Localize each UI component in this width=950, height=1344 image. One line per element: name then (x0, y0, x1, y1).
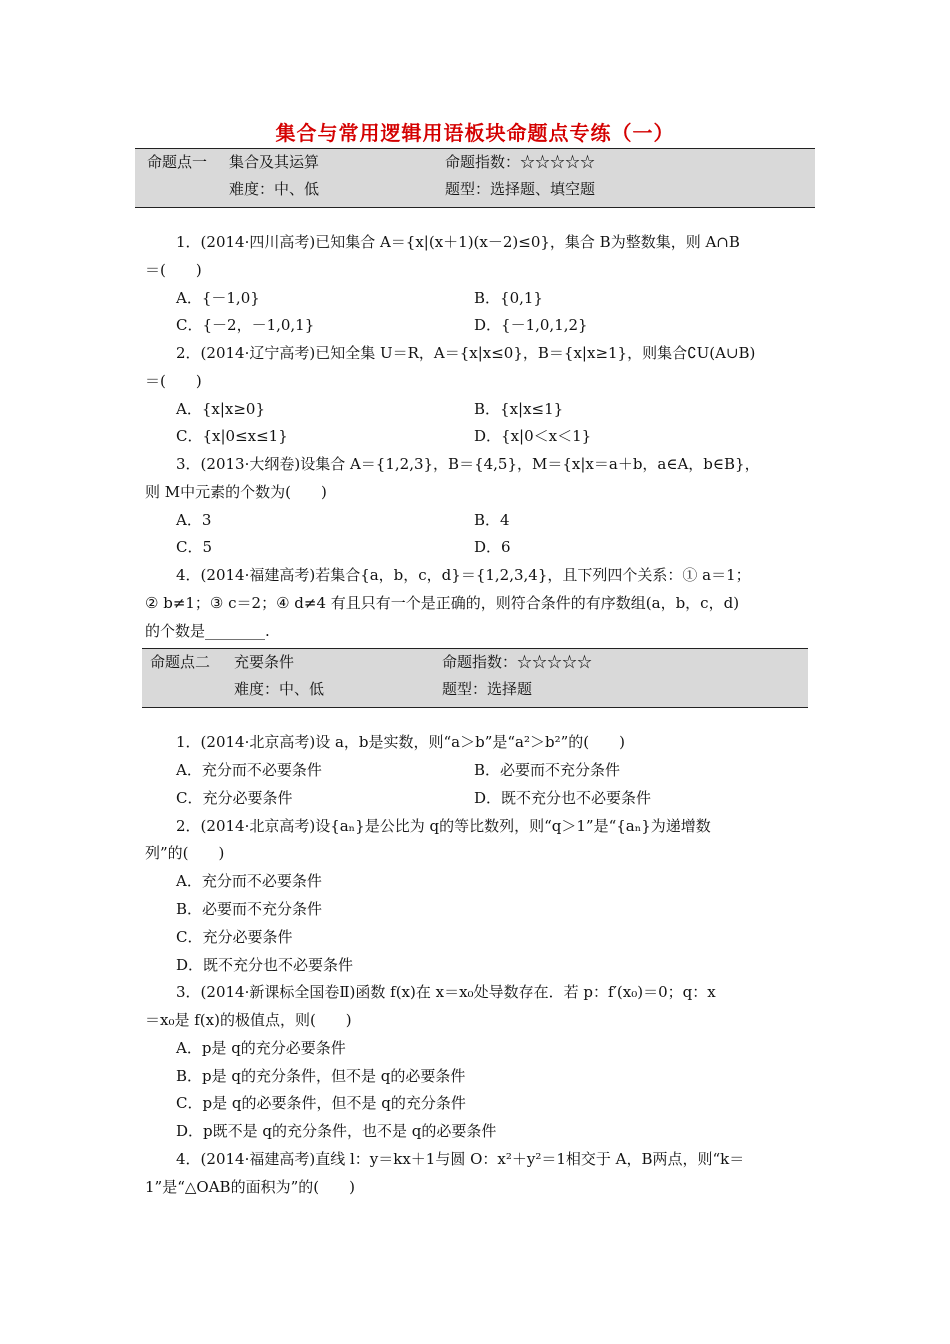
option-c: C．{x|0≤x≤1} (176, 427, 288, 445)
option-b: B．{0,1} (474, 289, 543, 307)
option-d: D．{x|0＜x＜1} (474, 427, 592, 445)
option-c: C．p是 q的必要条件，但不是 q的充分条件 (176, 1094, 466, 1112)
option-a: A．充分而不必要条件 (176, 761, 322, 779)
question-2-4-line-1: 4．(2014·福建高考)直线 l：y＝kx＋1与圆 O：x²＋y²＝1相交于 A，B两点，则“k＝ (176, 1150, 745, 1168)
section-index: 命题指数：☆☆☆☆☆ (445, 153, 596, 171)
option-d: D．既不充分也不必要条件 (474, 789, 652, 807)
section-label: 命题点一 (147, 153, 208, 171)
question-1-4-line-2: ② b≠1；③ c＝2；④ d≠4 有且只有一个是正确的，则符合条件的有序数组(a，b，c，d) (145, 594, 740, 612)
section-question-type: 题型：选择题 (442, 680, 533, 698)
option-b: B．p是 q的充分条件，但不是 q的必要条件 (176, 1067, 466, 1085)
section-topic: 集合及其运算 (229, 153, 320, 171)
option-b: B．{x|x≤1} (474, 400, 564, 418)
section-topic: 充要条件 (234, 653, 295, 671)
option-c: C．5 (176, 538, 213, 556)
question-1-4-line-1: 4．(2014·福建高考)若集合{a，b，c，d}＝{1,2,3,4}，且下列四个关系：① a＝1； (176, 566, 751, 584)
section-index: 命题指数：☆☆☆☆☆ (442, 653, 593, 671)
page-title: 集合与常用逻辑用语板块命题点专练（一） (275, 121, 675, 145)
question-2-1-line-1: 1．(2014·北京高考)设 a，b是实数，则“a＞b”是“a²＞b²”的( ) (176, 733, 625, 751)
option-c: C．{－2，－1,0,1} (176, 316, 315, 334)
question-1-2-line-2: ＝( ) (145, 372, 202, 390)
question-1-4-line-3: 的个数是________. (145, 622, 270, 640)
question-1-1-line-1: 1．(2014·四川高考)已知集合 A＝{x|(x＋1)(x－2)≤0}，集合 B为整数集，则 A∩B (176, 233, 740, 251)
question-2-3-line-1: 3．(2014·新课标全国卷Ⅱ)函数 f(x)在 x＝x₀处导数存在．若 p：f′(x₀)＝0；q：x (176, 983, 716, 1001)
section-difficulty: 难度：中、低 (229, 180, 320, 198)
section-question-type: 题型：选择题、填空题 (445, 180, 596, 198)
option-b: B．必要而不充分条件 (474, 761, 621, 779)
option-d: D．6 (474, 538, 511, 556)
section-header-2 (142, 648, 808, 708)
option-a: A．3 (176, 511, 212, 529)
option-d: D．{－1,0,1,2} (474, 316, 588, 334)
option-b: B．4 (474, 511, 510, 529)
option-c: C．充分必要条件 (176, 789, 293, 807)
option-d: D．既不充分也不必要条件 (176, 956, 354, 974)
question-1-1-line-2: ＝( ) (145, 261, 202, 279)
section-difficulty: 难度：中、低 (234, 680, 325, 698)
option-d: D．p既不是 q的充分条件，也不是 q的必要条件 (176, 1122, 497, 1140)
section-header-1 (135, 148, 815, 208)
option-a: A．{x|x≥0} (176, 400, 266, 418)
option-a: A．充分而不必要条件 (176, 872, 322, 890)
question-1-3-line-2: 则 M中元素的个数为( ) (145, 483, 327, 501)
question-1-3-line-1: 3．(2013·大纲卷)设集合 A＝{1,2,3}，B＝{4,5}，M＝{x|x＝a＋b，a∈A，b∈B}， (176, 455, 760, 473)
question-1-2-line-1: 2．(2014·辽宁高考)已知全集 U＝R，A＝{x|x≤0}，B＝{x|x≥1}，则集合∁U(A∪B) (176, 344, 756, 362)
option-a: A．p是 q的充分必要条件 (176, 1039, 346, 1057)
question-2-4-line-2: 1”是“△OAB的面积为”的( ) (145, 1178, 355, 1196)
question-2-2-line-1: 2．(2014·北京高考)设{aₙ}是公比为 q的等比数列，则“q＞1”是“{aₙ}为递增数 (176, 817, 711, 835)
section-label: 命题点二 (150, 653, 211, 671)
option-b: B．必要而不充分条件 (176, 900, 323, 918)
question-2-3-line-2: ＝x₀是 f(x)的极值点，则( ) (145, 1011, 352, 1029)
option-c: C．充分必要条件 (176, 928, 293, 946)
option-a: A．{－1,0} (176, 289, 260, 307)
question-2-2-line-2: 列”的( ) (145, 844, 225, 862)
